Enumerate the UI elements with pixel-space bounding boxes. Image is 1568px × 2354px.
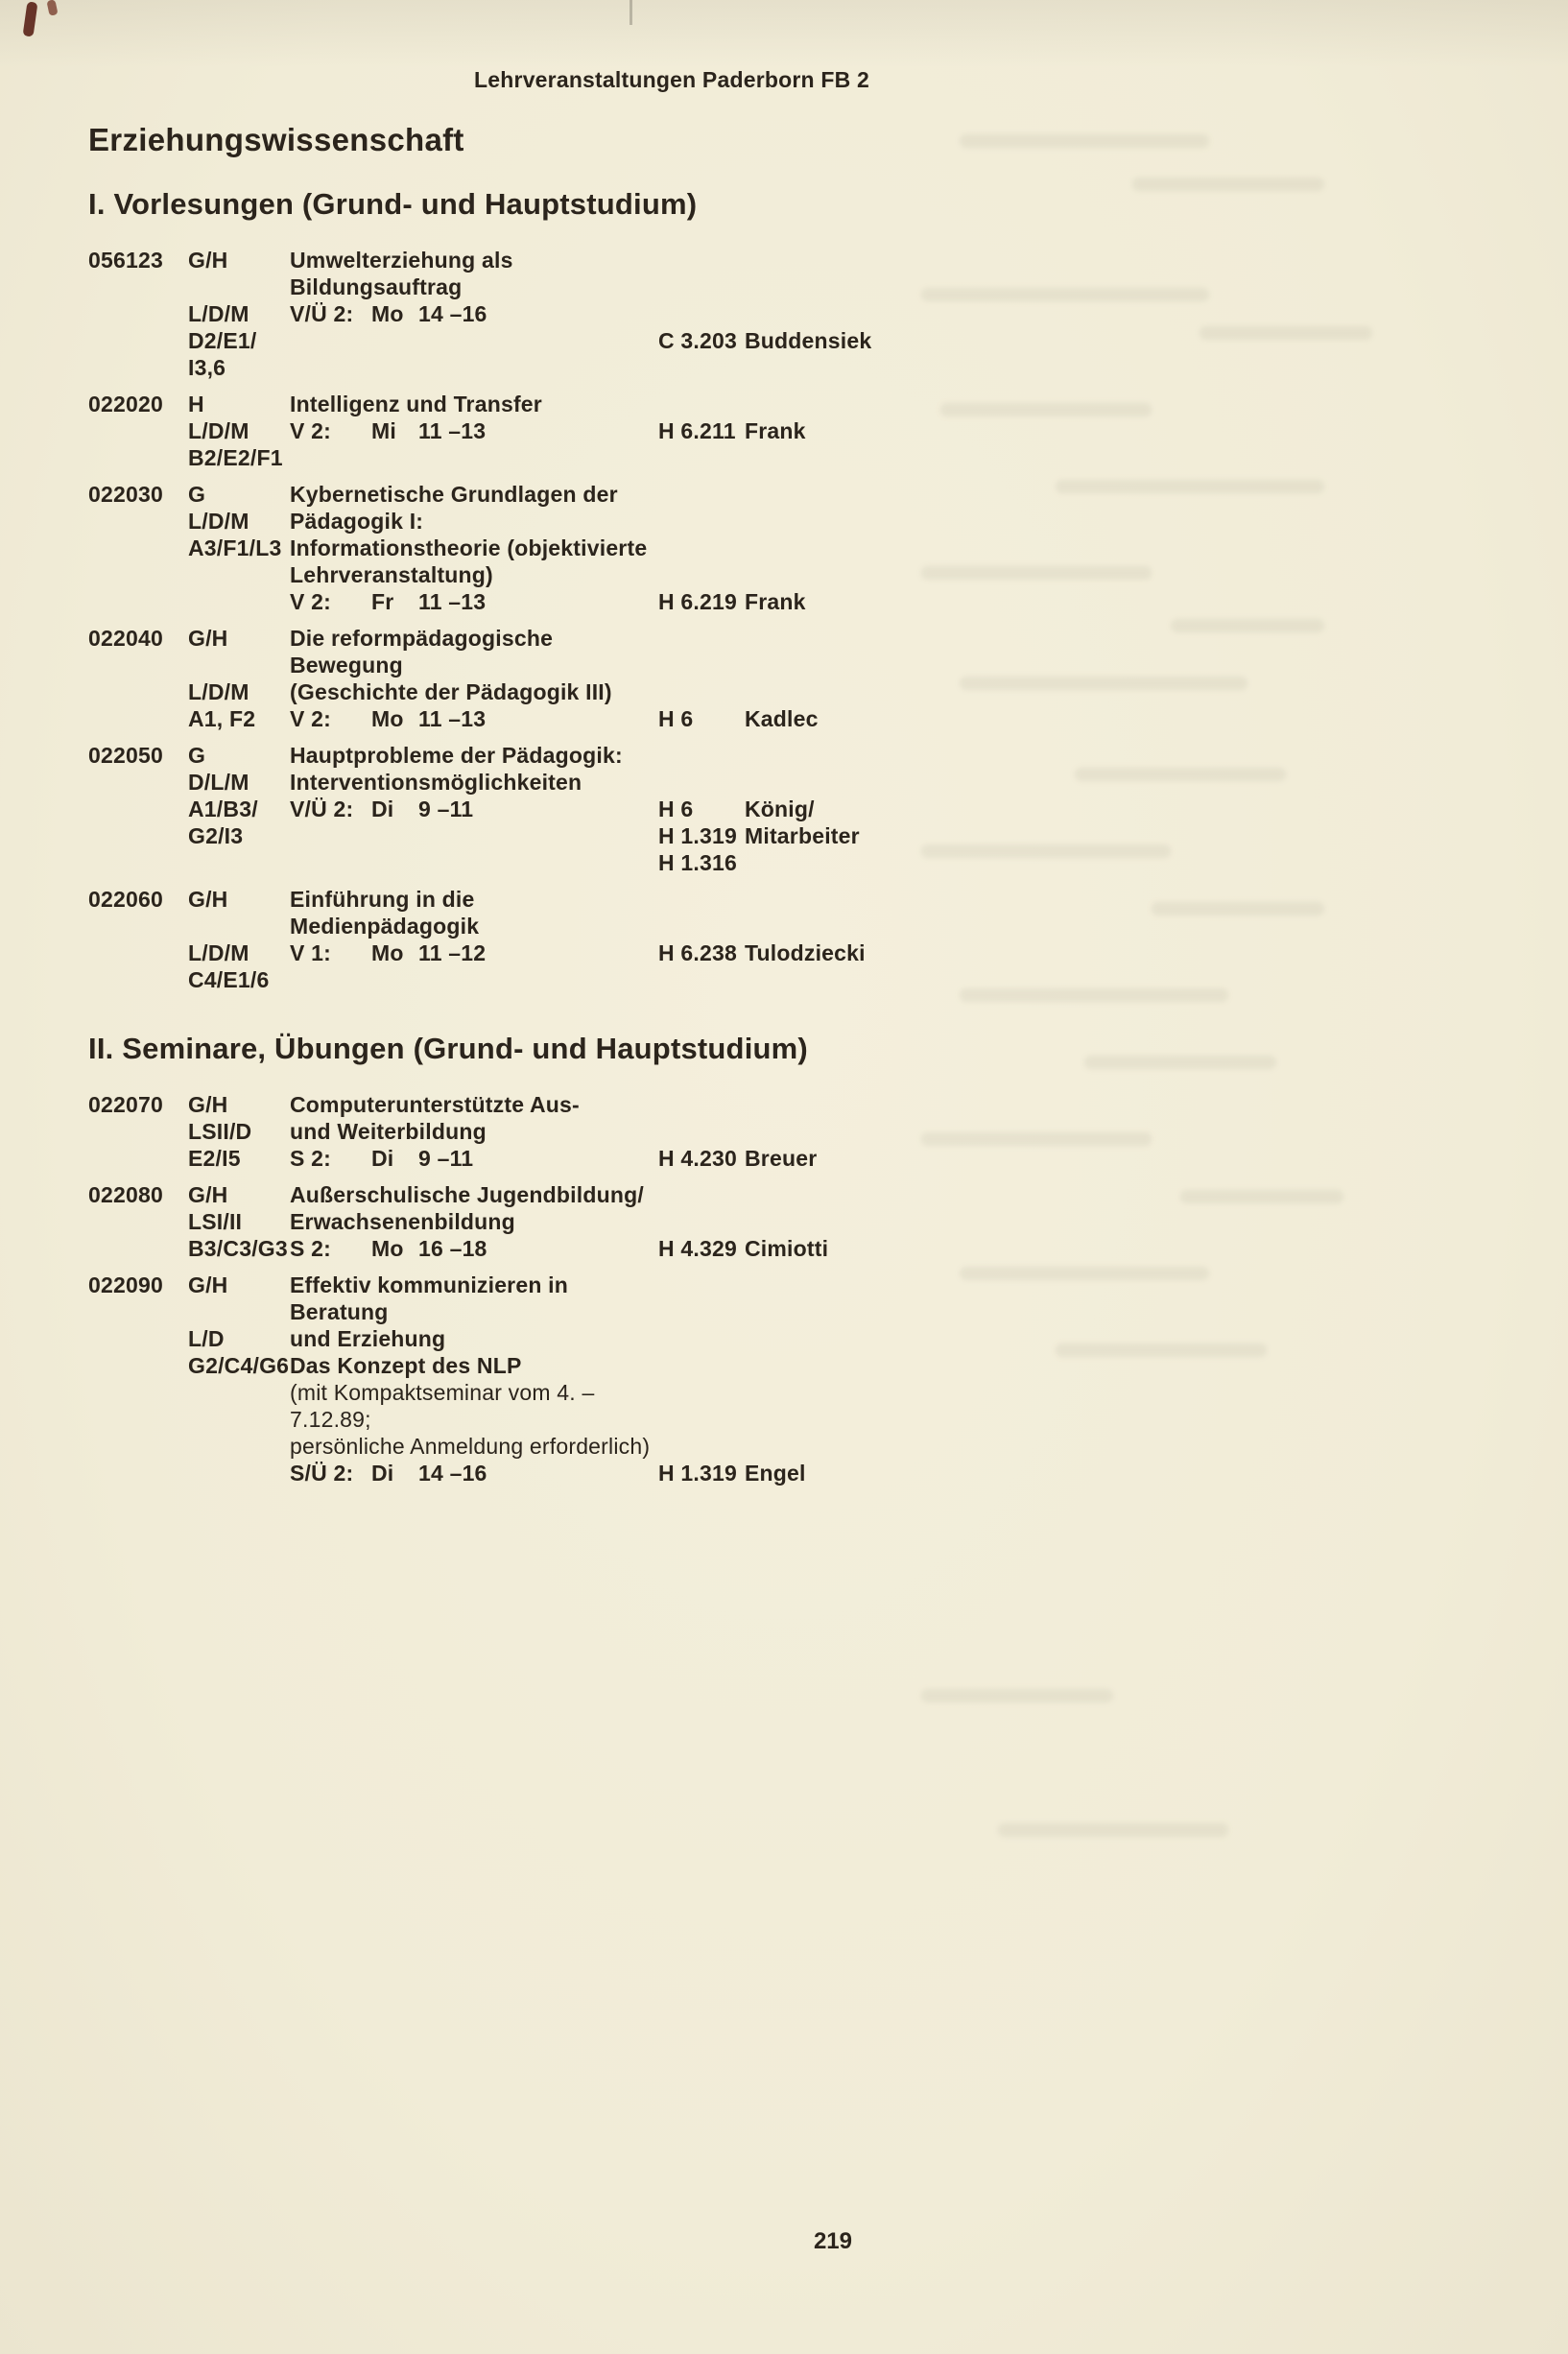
course-row: [88, 939, 869, 966]
room-number: [658, 1181, 745, 1208]
schedule-type: S 2:: [290, 1146, 331, 1171]
level-codes: L/D/M: [188, 679, 249, 704]
course-main: [290, 1379, 658, 1433]
course-main: [290, 1091, 658, 1118]
lecturer-name: Breuer: [745, 1146, 818, 1171]
course-row: [88, 966, 869, 993]
room-number: [658, 1091, 745, 1118]
course-main: [290, 678, 658, 705]
course-row: [88, 886, 869, 939]
room-number: H 4.230: [658, 1146, 737, 1171]
lecturer-name: Engel: [745, 1461, 806, 1486]
bleedthrough-smudge: [940, 403, 1152, 416]
course-code: [88, 354, 188, 381]
level-codes: G/H: [188, 1182, 228, 1207]
bleedthrough-smudge: [960, 1267, 1209, 1280]
lecturer-name: [745, 886, 869, 939]
bleedthrough-smudge: [960, 988, 1228, 1002]
course-title: (Geschichte der Pädagogik III): [290, 679, 612, 704]
course-main: [290, 481, 658, 508]
level-codes: L/D/M: [188, 509, 249, 534]
course-code: [88, 678, 188, 705]
course-row: [88, 849, 869, 876]
schedule-day: Di: [371, 1146, 394, 1171]
schedule-time: 11 –13: [418, 589, 487, 614]
level-codes: [188, 849, 290, 876]
schedule-time: 11 –13: [418, 706, 487, 731]
course-note: (mit Kompaktseminar vom 4. – 7.12.89;: [290, 1380, 595, 1432]
course-code: [88, 300, 188, 327]
room-number: H 1.316: [658, 850, 737, 875]
course-row: [88, 1433, 869, 1460]
course-code: [88, 769, 188, 796]
level-codes: G2/I3: [188, 823, 244, 848]
lecturer-name: [745, 849, 869, 876]
room-number: [658, 391, 745, 417]
course-main: [290, 508, 658, 535]
course-main: [290, 939, 658, 966]
level-codes: A1, F2: [188, 706, 256, 731]
course-main: [290, 705, 658, 732]
room-number: [658, 886, 745, 939]
lecturer-name: [745, 1208, 869, 1235]
course-row: [88, 327, 872, 354]
course-main: [290, 796, 658, 822]
course-title: und Weiterbildung: [290, 1119, 487, 1144]
course-row: [88, 1325, 869, 1352]
course-code: 022060: [88, 887, 163, 912]
schedule-day: Di: [371, 797, 394, 821]
course-row: [88, 769, 869, 796]
course-main: [290, 966, 658, 993]
schedule-type: V 2:: [290, 706, 331, 731]
course-title: Intelligenz und Transfer: [290, 392, 542, 416]
level-codes: [188, 1433, 290, 1460]
course-entry: [88, 1181, 869, 1272]
course-main: [290, 822, 658, 849]
room-number: H 6: [658, 706, 694, 731]
level-codes: D/L/M: [188, 770, 249, 795]
bleedthrough-smudge: [921, 1132, 1152, 1146]
course-entry: [88, 625, 869, 742]
room-number: H 6.211: [658, 418, 736, 443]
room-number: [658, 1379, 745, 1433]
course-row: [88, 300, 869, 327]
course-row: [88, 561, 869, 588]
level-codes: H: [188, 392, 204, 416]
course-main: [290, 391, 658, 417]
course-main: [290, 1208, 658, 1235]
course-code: [88, 1379, 188, 1433]
course-row: [88, 678, 869, 705]
course-row: [88, 1235, 869, 1262]
course-main: [290, 1433, 658, 1460]
level-codes: B3/C3/G3: [188, 1236, 288, 1261]
course-title: Die reformpädagogische Bewegung: [290, 626, 554, 678]
course-main: [290, 625, 658, 678]
section-heading: II. Seminare, Übungen (Grund- und Hauptstudium): [88, 1032, 808, 1065]
schedule-day: Mo: [371, 706, 404, 731]
room-number: H 4.329: [658, 1236, 737, 1261]
room-number: H 1.319: [658, 823, 737, 848]
level-codes: [188, 1379, 290, 1433]
room-number: [658, 561, 745, 588]
page-content: [88, 67, 872, 1496]
course-main: [290, 1181, 658, 1208]
level-codes: [188, 561, 290, 588]
page-title: Erziehungswissenschaft: [88, 122, 464, 157]
course-code: [88, 1145, 188, 1172]
level-codes: L/D/M: [188, 418, 249, 443]
lecturer-name: Mitarbeiter: [745, 823, 860, 848]
schedule-time: 14 –16: [418, 1461, 487, 1486]
lecturer-name: [745, 354, 869, 381]
course-code: [88, 796, 188, 822]
level-codes: L/D: [188, 1326, 225, 1351]
room-number: [658, 300, 745, 327]
course-main: [290, 1272, 658, 1325]
lecturer-name: [745, 1272, 869, 1325]
course-title: Hauptprobleme der Pädagogik:: [290, 743, 623, 768]
course-code: [88, 561, 188, 588]
course-code: [88, 966, 188, 993]
scan-mark-icon: [46, 0, 58, 16]
course-code: 022020: [88, 392, 163, 416]
course-code: 022080: [88, 1182, 163, 1207]
room-number: H 6.238: [658, 940, 737, 965]
course-main: [290, 300, 658, 327]
course-title: Lehrveranstaltung): [290, 562, 493, 587]
room-number: C 3.203: [658, 328, 737, 353]
course-entry: [88, 481, 869, 625]
lecturer-name: [745, 247, 869, 300]
course-title: und Erziehung: [290, 1326, 446, 1351]
course-main: [290, 742, 658, 769]
schedule-day: Mo: [371, 1236, 404, 1261]
lecturer-name: [745, 1181, 869, 1208]
course-main: [290, 535, 658, 561]
lecturer-name: [745, 1379, 869, 1433]
room-number: [658, 678, 745, 705]
course-main: [290, 561, 658, 588]
lecturer-name: [745, 561, 869, 588]
room-number: [658, 1352, 745, 1379]
room-number: [658, 742, 745, 769]
lecturer-name: [745, 1325, 869, 1352]
course-row: [88, 796, 869, 822]
course-title: Informationstheorie (objektivierte: [290, 535, 648, 560]
course-title: Außerschulische Jugendbildung/: [290, 1182, 644, 1207]
bleedthrough-smudge: [1180, 1190, 1343, 1203]
course-code: 022070: [88, 1092, 163, 1117]
course-row: [88, 1379, 869, 1433]
course-code: [88, 705, 188, 732]
course-main: [290, 354, 658, 381]
course-row: [88, 1118, 869, 1145]
lecturer-name: [745, 1118, 869, 1145]
course-main: [290, 1118, 658, 1145]
room-number: [658, 1272, 745, 1325]
lecturer-name: Frank: [745, 418, 806, 443]
course-main: [290, 1145, 658, 1172]
lecturer-name: [745, 1433, 869, 1460]
course-row: [88, 391, 869, 417]
course-row: [88, 444, 869, 471]
course-code: [88, 535, 188, 561]
room-number: [658, 1208, 745, 1235]
course-row: [88, 1352, 869, 1379]
level-codes: G/H: [188, 1092, 228, 1117]
level-codes: G/H: [188, 887, 228, 912]
room-number: [658, 1433, 745, 1460]
course-listing: [88, 187, 872, 1496]
course-row: [88, 822, 869, 849]
lecturer-name: [745, 678, 869, 705]
level-codes: C4/E1/6: [188, 967, 270, 992]
schedule-type: V/Ü 2:: [290, 797, 354, 821]
lecturer-name: Kadlec: [745, 706, 819, 731]
schedule-day: Mi: [371, 418, 396, 443]
level-codes: G/H: [188, 626, 228, 651]
lecturer-name: [745, 481, 869, 508]
schedule-day: Mo: [371, 940, 404, 965]
course-code: [88, 1460, 188, 1486]
course-code: [88, 417, 188, 444]
schedule-type: V 1:: [290, 940, 331, 965]
course-row: [88, 705, 869, 732]
course-code: [88, 508, 188, 535]
course-note: persönliche Anmeldung erforderlich): [290, 1434, 651, 1459]
lecturer-name: [745, 742, 869, 769]
course-code: [88, 849, 188, 876]
course-row: [88, 535, 869, 561]
lecturer-name: [745, 1352, 869, 1379]
course-row: [88, 1460, 869, 1486]
level-codes: G: [188, 743, 206, 768]
level-codes: A3/F1/L3: [188, 535, 282, 560]
course-title: Computerunterstützte Aus-: [290, 1092, 580, 1117]
room-number: [658, 247, 745, 300]
course-code: [88, 1118, 188, 1145]
course-code: [88, 444, 188, 471]
schedule-type: V 2:: [290, 589, 331, 614]
course-title: Pädagogik I:: [290, 509, 424, 534]
room-number: [658, 444, 745, 471]
course-code: [88, 588, 188, 615]
schedule-day: Fr: [371, 589, 394, 614]
schedule-time: 9 –11: [418, 797, 474, 821]
course-main: [290, 588, 658, 615]
room-number: [658, 769, 745, 796]
course-code: 022090: [88, 1272, 163, 1297]
course-title: Umwelterziehung als Bildungsauftrag: [290, 248, 513, 299]
schedule-time: 9 –11: [418, 1146, 474, 1171]
course-title: Interventionsmöglichkeiten: [290, 770, 582, 795]
level-codes: G/H: [188, 248, 228, 273]
level-codes: L/D/M: [188, 301, 249, 326]
bleedthrough-smudge: [1056, 480, 1324, 493]
course-entry: [88, 1272, 869, 1496]
level-codes: [188, 1460, 290, 1486]
course-row: [88, 508, 869, 535]
lecturer-name: [745, 444, 869, 471]
running-header: Lehrveranstaltungen Paderborn FB 2: [474, 67, 869, 92]
room-number: [658, 625, 745, 678]
room-number: H 1.319: [658, 1461, 737, 1486]
course-main: [290, 1352, 658, 1379]
schedule-time: 14 –16: [418, 301, 487, 326]
course-main: [290, 1325, 658, 1352]
room-number: [658, 508, 745, 535]
bleedthrough-smudge: [1075, 768, 1286, 781]
course-title: Einführung in die Medienpädagogik: [290, 887, 480, 939]
room-number: [658, 966, 745, 993]
schedule-type: S/Ü 2:: [290, 1461, 354, 1486]
course-code: [88, 939, 188, 966]
course-entry: [88, 247, 872, 391]
course-code: 022030: [88, 482, 163, 507]
course-title: Erwachsenenbildung: [290, 1209, 515, 1234]
schedule-type: V 2:: [290, 418, 331, 443]
course-code: 022040: [88, 626, 163, 651]
lecturer-name: [745, 966, 869, 993]
course-code: [88, 1325, 188, 1352]
schedule-day: Mo: [371, 301, 404, 326]
bleedthrough-smudge: [998, 1823, 1228, 1837]
course-row: [88, 1208, 869, 1235]
level-codes: A1/B3/: [188, 797, 258, 821]
course-main: [290, 444, 658, 471]
schedule-day: Di: [371, 1461, 394, 1486]
room-number: [658, 481, 745, 508]
course-row: [88, 742, 869, 769]
lecturer-name: [745, 300, 869, 327]
lecturer-name: Buddensiek: [745, 328, 872, 353]
section-heading: I. Vorlesungen (Grund- und Hauptstudium): [88, 187, 698, 221]
lecturer-name: [745, 391, 869, 417]
room-number: H 6.219: [658, 589, 737, 614]
course-main: [290, 769, 658, 796]
level-codes: [188, 588, 290, 615]
schedule-type: S 2:: [290, 1236, 331, 1261]
course-row: [88, 588, 869, 615]
bleedthrough-smudge: [1171, 619, 1324, 632]
course-main: [290, 886, 658, 939]
room-number: [658, 354, 745, 381]
course-code: [88, 1208, 188, 1235]
bleedthrough-smudge: [1200, 326, 1372, 340]
bleedthrough-smudge: [1132, 178, 1324, 191]
course-title: Das Konzept des NLP: [290, 1353, 522, 1378]
level-codes: E2/I5: [188, 1146, 241, 1171]
course-code: [88, 1433, 188, 1460]
level-codes: LSI/II: [188, 1209, 243, 1234]
lecturer-name: Cimiotti: [745, 1236, 829, 1261]
course-main: [290, 417, 658, 444]
course-code: [88, 822, 188, 849]
bleedthrough-smudge: [960, 134, 1209, 148]
course-title: Kybernetische Grundlagen der: [290, 482, 618, 507]
bleedthrough-smudge: [921, 566, 1152, 580]
room-number: [658, 535, 745, 561]
scan-mark-icon: [23, 1, 38, 36]
level-codes: G/H: [188, 1272, 228, 1297]
lecturer-name: [745, 625, 869, 678]
room-number: [658, 1118, 745, 1145]
level-codes: I3,6: [188, 355, 226, 380]
lecturer-name: [745, 769, 869, 796]
schedule-time: 11 –12: [418, 940, 487, 965]
course-row: [88, 1272, 869, 1325]
course-title: Effektiv kommunizieren in Beratung: [290, 1272, 569, 1324]
lecturer-name: Tulodziecki: [745, 940, 866, 965]
course-main: [290, 327, 658, 354]
bleedthrough-smudge: [1056, 1343, 1267, 1357]
lecturer-name: König/: [745, 797, 815, 821]
bleedthrough-smudge: [960, 677, 1247, 690]
course-entry: [88, 1091, 869, 1181]
course-row: [88, 625, 869, 678]
level-codes: D2/E1/: [188, 328, 257, 353]
course-row: [88, 1145, 869, 1172]
bleedthrough-smudge: [921, 844, 1171, 858]
course-code: [88, 1235, 188, 1262]
lecturer-name: [745, 1091, 869, 1118]
course-entry: [88, 742, 869, 886]
course-main: [290, 1235, 658, 1262]
room-number: [658, 1325, 745, 1352]
course-code: [88, 1352, 188, 1379]
page-number: 219: [813, 2228, 852, 2254]
bleedthrough-smudge: [1152, 902, 1324, 915]
level-codes: B2/E2/F1: [188, 445, 283, 470]
course-row: [88, 481, 869, 508]
bleedthrough-smudge: [921, 288, 1209, 301]
bleedthrough-smudge: [921, 1689, 1113, 1702]
lecturer-name: [745, 508, 869, 535]
course-main: [290, 1460, 658, 1486]
course-row: [88, 354, 869, 381]
room-number: H 6: [658, 797, 694, 821]
course-code: [88, 327, 188, 354]
lecturer-name: Frank: [745, 589, 806, 614]
course-entry: [88, 886, 869, 1003]
schedule-time: 16 –18: [418, 1236, 487, 1261]
bleedthrough-smudge: [1084, 1056, 1276, 1069]
level-codes: G: [188, 482, 206, 507]
course-code: 022050: [88, 743, 163, 768]
course-row: [88, 417, 869, 444]
course-main: [290, 247, 658, 300]
schedule-type: V/Ü 2:: [290, 301, 354, 326]
level-codes: LSII/D: [188, 1119, 252, 1144]
course-main: [290, 849, 658, 876]
lecturer-name: [745, 535, 869, 561]
course-row: [88, 1091, 869, 1118]
course-code: 056123: [88, 248, 163, 273]
level-codes: G2/C4/G6: [188, 1353, 290, 1378]
course-entry: [88, 391, 869, 481]
schedule-time: 11 –13: [418, 418, 487, 443]
course-row: [88, 1181, 869, 1208]
level-codes: L/D/M: [188, 940, 249, 965]
scan-line-artifact: [630, 0, 632, 25]
course-row: [88, 247, 869, 300]
